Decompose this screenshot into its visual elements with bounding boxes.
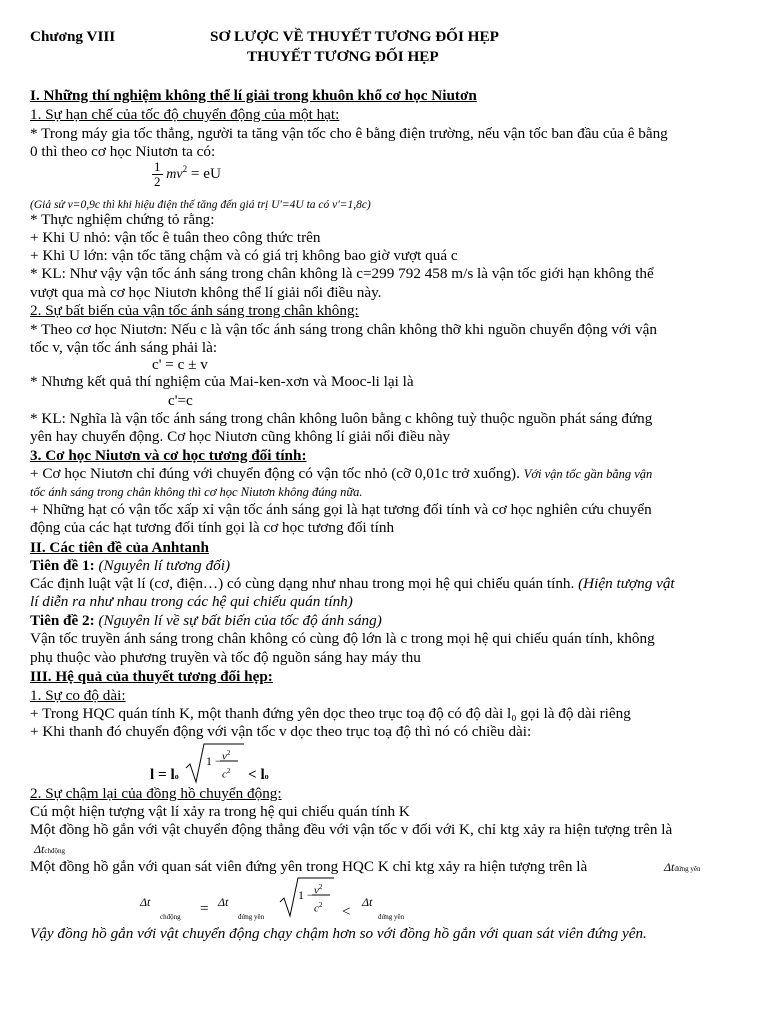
paragraph: [30, 575, 752, 593]
postulate-1-title: [30, 557, 752, 575]
eq-l0-subscript: o: [174, 772, 179, 781]
paragraph-italic: (Hiện tượng vật: [578, 575, 675, 592]
eq-v-squared: $v^2$: [222, 749, 231, 763]
paragraph-italic: tốc ánh sáng trong chân không thì cơ học Niutơn không đúng nữa.: [30, 485, 363, 499]
eq5-sub-rest: đứng yên: [238, 913, 265, 921]
eq5-sub-moving: chđộng: [160, 913, 181, 921]
paragraph: + Khi thanh đó chuyển động với vận tốc v dọc theo trục toạ độ thì nó có chiều dài:: [30, 723, 532, 740]
eq-numerator: 1: [154, 159, 161, 175]
delta-t-rest: Δtđứng yên: [664, 860, 701, 874]
length-contraction-equation: [150, 766, 179, 786]
chapter-label: Chương VIII: [30, 28, 116, 45]
section-1-heading: I. Những thí nghiệm không thể lí giải trong khuôn khổ cơ học Niutơn: [30, 87, 477, 104]
paragraph: * KL: Nghĩa là vận tốc ánh sáng trong chân không luôn bằng c không tuỳ thuộc nguồn phát sáng đứng: [30, 410, 653, 427]
invariance-equation: c'=c: [168, 392, 193, 409]
eq-c-squared: $c^2$: [314, 901, 323, 915]
paragraph: [30, 465, 752, 483]
paragraph: + Khi U lớn: vận tốc tăng chậm và có giá trị không bao giờ vượt quá c: [30, 247, 458, 264]
paragraph: * Trong máy gia tốc thẳng, người ta tăng vận tốc cho ê bằng điện trường, nếu vận tốc ban đầu của ê bằng: [30, 125, 668, 142]
paragraph-italic: Với vận tốc gần bằng vận: [523, 467, 653, 481]
eq-l: l = l: [150, 766, 175, 783]
paragraph: + Trong HQC quán tính K, một thanh đứng yên dọc theo trục toạ độ có độ dài l₀ gọi là độ dài riêng: [30, 705, 631, 722]
postulate-2-name: (Nguyên lí về sự bất biến của tốc độ ánh sáng): [94, 612, 382, 629]
paragraph-text: + Cơ học Niutơn chỉ đúng với chuyển động có vận tốc nhỏ (cỡ 0,01c trở xuống).: [30, 465, 524, 482]
eq5-delta-t-moving: Δt: [140, 895, 151, 909]
eq-one-minus: 1 −: [298, 888, 314, 902]
paragraph: + Khi U nhỏ: vận tốc ê tuân theo công thức trên: [30, 229, 321, 246]
section-1-sub2-heading: 2. Sự bất biến của vận tốc ánh sáng trong chân không:: [30, 302, 359, 319]
paragraph: * Theo cơ học Niutơn: Nếu c là vận tốc ánh sáng trong chân không thỡ khi nguồn chuyển động với vận: [30, 321, 657, 338]
note: (Giả sử v=0,9c thì khi hiệu điện thế tăng đến giá trị U'=4U ta có v'=1,8c): [30, 199, 371, 211]
paragraph-text: Các định luật vật lí (cơ, điện…) có cùng dạng như nhau trong mọi hệ qui chiếu quán tính.: [30, 575, 579, 592]
eq5-delta-t-rest: Δt: [218, 895, 229, 909]
paragraph: Một đồng hồ gắn với quan sát viên đứng yên trong HQC K chỉ ktg xảy ra hiện tượng trên là: [30, 858, 588, 875]
paragraph: yên hay chuyển động. Cơ học Niutơn cũng không lí giải nổi điều này: [30, 428, 451, 445]
eq-fraction-bar: [220, 760, 238, 763]
section-2-heading: II. Các tiên đề của Anhtanh: [30, 539, 209, 556]
paragraph: * Nhưng kết quả thí nghiệm của Mai-ken-xơn và Mooc-li lại là: [30, 373, 414, 390]
page-subtitle: THUYẾT TƯƠNG ĐỐI HẸP: [247, 48, 439, 65]
eq5-delta-t-rest-2: Δt: [362, 895, 373, 909]
conclusion: Vậy đồng hồ gắn với vật chuyển động chạy chậm hơn so với đồng hồ gắn với quan sát viên đứng yên.: [30, 925, 647, 942]
page-title: SƠ LƯỢC VỀ THUYẾT TƯƠNG ĐỐI HẸP: [210, 28, 499, 45]
paragraph: phụ thuộc vào phương truyền và tốc độ nguồn sáng hay máy thu: [30, 649, 421, 666]
section-1-sub1-heading: 1. Sự hạn chế của tốc độ chuyển động của một hạt:: [30, 106, 340, 123]
kinetic-energy-equation: [152, 160, 221, 189]
eq-one-minus: 1 −: [206, 754, 222, 768]
paragraph: 0 thì theo cơ học Niutơn ta có:: [30, 143, 216, 160]
section-3-sub1-heading: 1. Sự co độ dài:: [30, 687, 126, 704]
eq5-sub-rest-2: đứng yên: [378, 913, 405, 921]
paragraph: * KL: Như vậy vận tốc ánh sáng trong chân không là c=299 792 458 m/s là vận tốc giới hạn không thể: [30, 265, 654, 282]
section-3-sub2-heading: 2. Sự chậm lại của đồng hồ chuyển động:: [30, 785, 282, 802]
paragraph: động của các hạt tương đối tính gọi là cơ học tương đối tính: [30, 519, 395, 536]
postulate-1-label: Tiên đề 1:: [30, 557, 95, 574]
paragraph: Một đồng hồ gắn với vật chuyển động thẳng đều với vận tốc v đối với K, chỉ ktg xảy ra hiện tượng trên là: [30, 821, 673, 838]
delta-t-moving: Δtchđộng: [34, 842, 65, 856]
eq-less-than-l0: < lo: [248, 766, 269, 783]
section-1-sub3-heading: 3. Cơ học Niutơn và cơ học tương đối tính:: [30, 447, 307, 464]
eq-c-squared: $c^2$: [222, 767, 231, 781]
paragraph: vượt qua mà cơ học Niutơn không thể lí giải nổi điều này.: [30, 284, 382, 301]
eq5-equals: =: [200, 900, 209, 917]
eq-v-squared: $v^2$: [314, 883, 323, 897]
postulate-2-title: [30, 612, 752, 630]
paragraph-italic: lí diễn ra như nhau trong các hệ qui chiếu quán tính): [30, 593, 353, 610]
paragraph: + Những hạt có vận tốc xấp xỉ vận tốc ánh sáng gọi là hạt tương đối tính và cơ học nghiên cứu chuyển: [30, 501, 652, 518]
section-3-heading: III. Hệ quả của thuyết tương đối hẹp:: [30, 668, 273, 685]
eq-denominator: 2: [154, 174, 161, 190]
postulate-1-name: (Nguyên lí tương đối): [94, 557, 231, 574]
velocity-addition-equation: c' = c ± v: [152, 356, 208, 373]
paragraph: Vận tốc truyền ánh sáng trong chân không có cùng độ lớn là c trong mọi hệ qui chiếu quán tính, không: [30, 630, 655, 647]
paragraph: * Thực nghiệm chứng tỏ rằng:: [30, 211, 215, 228]
postulate-2-label: Tiên đề 2:: [30, 612, 95, 629]
eq-mv: mv: [166, 167, 183, 183]
eq-fraction-bar: [312, 894, 330, 897]
paragraph: Cú một hiện tượng vật lí xảy ra trong hệ qui chiếu quán tính K: [30, 803, 410, 820]
paragraph: tốc v, vận tốc ánh sáng phải là:: [30, 339, 218, 356]
eq5-less-than: <: [342, 903, 351, 920]
eq-rhs: = eU: [187, 165, 221, 183]
eq-square: 2: [182, 164, 188, 174]
